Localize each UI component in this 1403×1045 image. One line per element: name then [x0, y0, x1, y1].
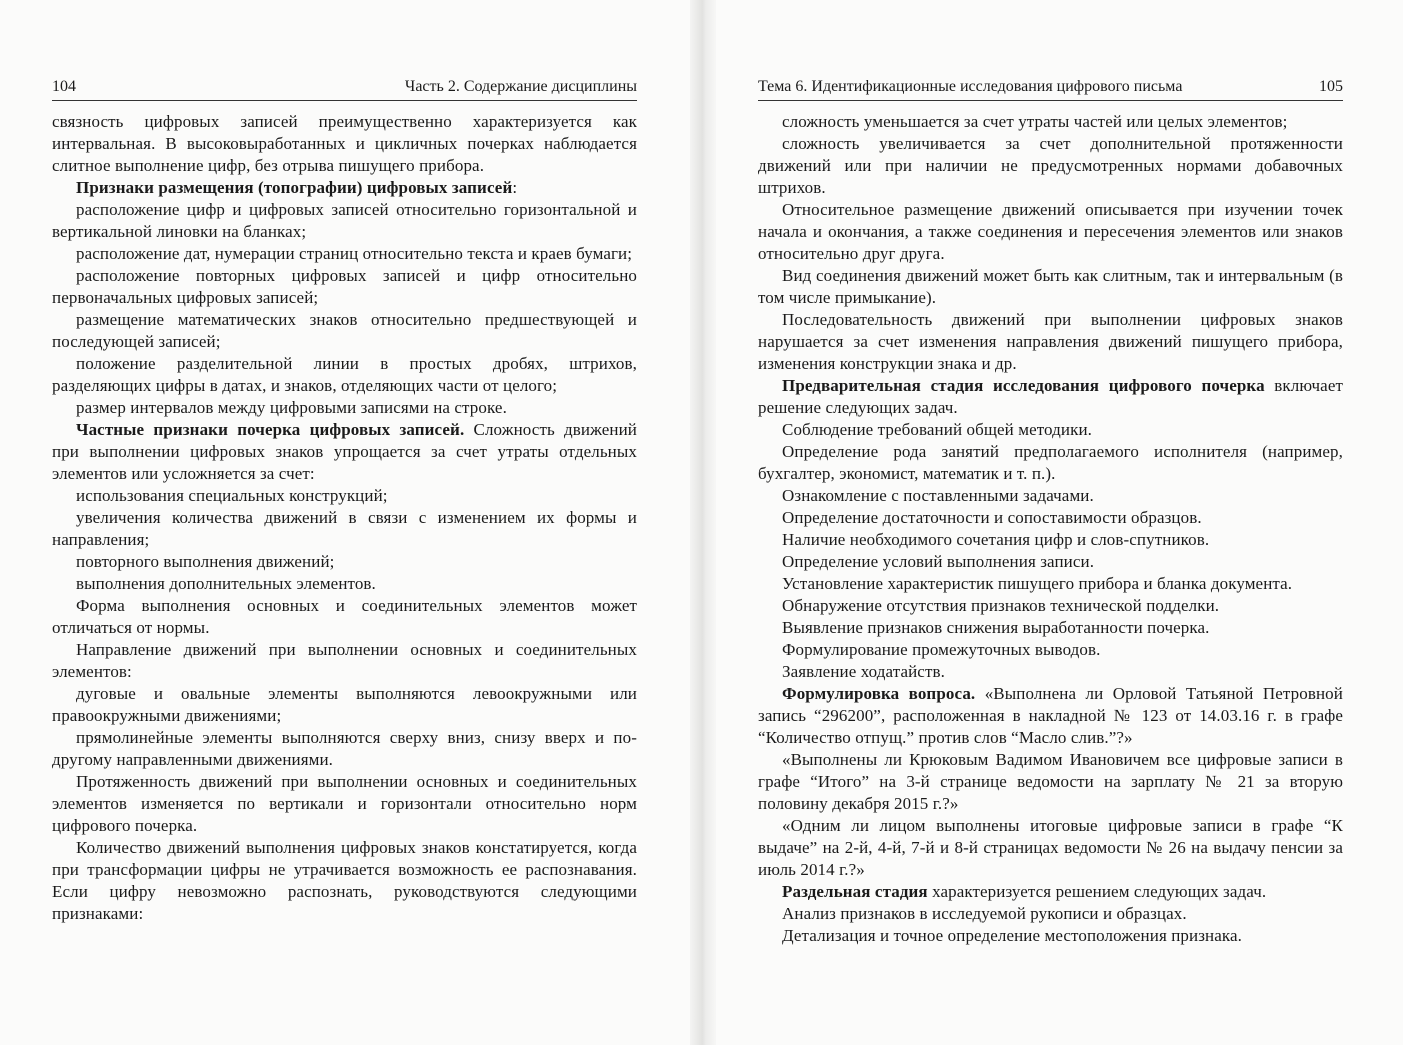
paragraph	[758, 639, 1343, 661]
paragraph	[758, 419, 1343, 441]
left-page	[52, 74, 637, 925]
paragraph-text: Количество движений выполнения цифровых знаков констатируется, когда при трансформации цифры не утрачивается возможность ее распознавания. Если цифру невозможно распознать, руководствуются следующими признаками:	[52, 838, 637, 923]
paragraph-text: «Выполнена ли Орловой Татьяной Петровной запись “296200”, расположенная в накладной № 123 от 14.03.16 г. в графе “Количество отпущ.” против слов “Масло слив.”?»	[758, 684, 1343, 747]
paragraph-text: расположение повторных цифровых записей и цифр относительно первоначальных цифровых записей;	[52, 266, 637, 307]
paragraph-text: дуговые и овальные элементы выполняются левоокружными или правоокружными движениями;	[52, 684, 637, 725]
paragraph	[758, 749, 1343, 815]
paragraph-text: :	[512, 178, 518, 197]
paragraph	[758, 485, 1343, 507]
paragraph-text: Определение условий выполнения записи.	[782, 552, 1095, 571]
paragraph	[52, 683, 637, 727]
right-page-number: 105	[1319, 78, 1343, 95]
right-running-title: Тема 6. Идентификационные исследования цифрового письма	[758, 78, 1183, 95]
paragraph-text: расположение дат, нумерации страниц относительно текста и краев бумаги;	[76, 244, 633, 263]
book-gutter	[690, 0, 716, 1045]
paragraph	[52, 727, 637, 771]
paragraph-text: Установление характеристик пишущего прибора и бланка документа.	[782, 574, 1293, 593]
paragraph-text: положение разделительной линии в простых дробях, штрихов, разделяющих цифры в датах, и знаков, отделяющих части от целого;	[52, 354, 637, 395]
paragraph	[758, 529, 1343, 551]
paragraph-text: Относительное размещение движений описывается при изучении точек начала и окончания, а также соединения и пересечения элементов или знаков относительно друг друга.	[758, 200, 1343, 263]
left-page-number: 104	[52, 78, 76, 95]
paragraph-text: Ознакомление с поставленными задачами.	[782, 486, 1094, 505]
paragraph-text: Определение рода занятий предполагаемого исполнителя (например, бухгалтер, экономист, математик и т. п.).	[758, 442, 1343, 483]
paragraph-text: Направление движений при выполнении основных и соединительных элементов:	[52, 640, 637, 681]
paragraph-text: использования специальных конструкций;	[76, 486, 388, 505]
paragraph	[52, 551, 637, 573]
paragraph	[52, 353, 637, 397]
paragraph	[758, 265, 1343, 309]
paragraph-text: размещение математических знаков относительно предшествующей и последующей записей;	[52, 310, 637, 351]
paragraph-text: «Выполнены ли Крюковым Вадимом Ивановичем все цифровые записи в графе “Итого” на 3-й странице ведомости на зарплату № 21 за вторую половину декабря 2015 г.?»	[758, 750, 1343, 813]
paragraph	[758, 881, 1343, 903]
paragraph	[758, 375, 1343, 419]
paragraph	[52, 309, 637, 353]
paragraph	[758, 683, 1343, 749]
paragraph	[52, 419, 637, 485]
paragraph	[52, 199, 637, 243]
paragraph	[758, 441, 1343, 485]
paragraph	[758, 111, 1343, 133]
paragraph-text: Определение достаточности и сопоставимости образцов.	[782, 508, 1202, 527]
paragraph	[758, 199, 1343, 265]
paragraph	[52, 639, 637, 683]
paragraph	[758, 661, 1343, 683]
paragraph	[758, 573, 1343, 595]
paragraph-text: Обнаружение отсутствия признаков технической подделки.	[782, 596, 1220, 615]
paragraph	[52, 573, 637, 595]
paragraph-text: Наличие необходимого сочетания цифр и слов-спутников.	[782, 530, 1210, 549]
paragraph-text: Детализация и точное определение местоположения признака.	[782, 926, 1242, 945]
paragraph-text: выполнения дополнительных элементов.	[76, 574, 376, 593]
paragraph-text: сложность увеличивается за счет дополнительной протяженности движений или при наличии не предусмотренных нормами добавочных штрихов.	[758, 134, 1343, 197]
paragraph-text: сложность уменьшается за счет утраты частей или целых элементов;	[782, 112, 1288, 131]
paragraph-text: увеличения количества движений в связи с изменением их формы и направления;	[52, 508, 637, 549]
paragraph-text: прямолинейные элементы выполняются сверху вниз, снизу вверх и по-другому направленными движениями.	[52, 728, 637, 769]
paragraph	[758, 925, 1343, 947]
paragraph-text: характеризуется решением следующих задач.	[927, 882, 1267, 901]
paragraph-text: Выявление признаков снижения выработанности почерка.	[782, 618, 1210, 637]
paragraph-text: связность цифровых записей преимущественно характеризуется как интервальная. В высоковыработанных и цикличных почерках наблюдается слитное выполнение цифр, без отрыва пишущего прибора.	[52, 112, 637, 175]
paragraph	[758, 507, 1343, 529]
paragraph	[52, 397, 637, 419]
paragraph	[52, 243, 637, 265]
paragraph	[52, 595, 637, 639]
right-page-header	[758, 74, 1343, 101]
paragraph-text: Формулирование промежуточных выводов.	[782, 640, 1101, 659]
paragraph-heading: Частные признаки почерка цифровых записей.	[76, 420, 465, 439]
paragraph-text: «Одним ли лицом выполнены итоговые цифровые записи в графе “К выдаче” на 2-й, 4-й, 7-й и 8-й страницах ведомости № 26 на выдачу пенсии за июль 2014 г.?»	[758, 816, 1343, 879]
paragraph	[758, 903, 1343, 925]
paragraph-text: Вид соединения движений может быть как слитным, так и интервальным (в том числе примыкание).	[758, 266, 1343, 307]
paragraph-text: размер интервалов между цифровыми записями на строке.	[76, 398, 507, 417]
paragraph-text: повторного выполнения движений;	[76, 552, 335, 571]
paragraph-text: Протяженность движений при выполнении основных и соединительных элементов изменяется по вертикали и горизонтали относительно норм цифрового почерка.	[52, 772, 637, 835]
paragraph-text: Анализ признаков в исследуемой рукописи и образцах.	[782, 904, 1187, 923]
paragraph	[758, 815, 1343, 881]
paragraph	[52, 771, 637, 837]
paragraph-heading: Раздельная стадия	[782, 882, 928, 901]
paragraph	[52, 265, 637, 309]
paragraph	[758, 133, 1343, 199]
paragraph-heading: Предварительная стадия исследования цифрового почерка	[782, 376, 1265, 395]
paragraph-text: включает решение следующих задач.	[758, 376, 1343, 417]
right-page-body	[758, 111, 1343, 947]
paragraph	[758, 595, 1343, 617]
paragraph-text: Соблюдение требований общей методики.	[782, 420, 1092, 439]
paragraph	[758, 551, 1343, 573]
paragraph-text: Сложность движений при выполнении цифровых знаков упрощается за счет утраты отдельных элементов или усложняется за счет:	[52, 420, 637, 483]
left-running-title: Часть 2. Содержание дисциплины	[404, 78, 637, 95]
paragraph	[52, 111, 637, 177]
paragraph	[52, 837, 637, 925]
paragraph-text: Последовательность движений при выполнении цифровых знаков нарушается за счет изменения направления движений пишущего прибора, изменения конструкции знака и др.	[758, 310, 1343, 373]
paragraph	[758, 617, 1343, 639]
paragraph-text: расположение цифр и цифровых записей относительно горизонтальной и вертикальной линовки на бланках;	[52, 200, 637, 241]
paragraph	[52, 177, 637, 199]
paragraph-heading: Формулировка вопроса.	[782, 684, 976, 703]
left-page-body	[52, 111, 637, 925]
paragraph	[758, 309, 1343, 375]
paragraph-heading: Признаки размещения (топографии) цифровых записей	[76, 178, 513, 197]
paragraph	[52, 485, 637, 507]
right-page	[758, 74, 1343, 947]
left-page-header	[52, 74, 637, 101]
paragraph-text: Заявление ходатайств.	[782, 662, 945, 681]
paragraph-text: Форма выполнения основных и соединительных элементов может отличаться от нормы.	[52, 596, 637, 637]
paragraph	[52, 507, 637, 551]
